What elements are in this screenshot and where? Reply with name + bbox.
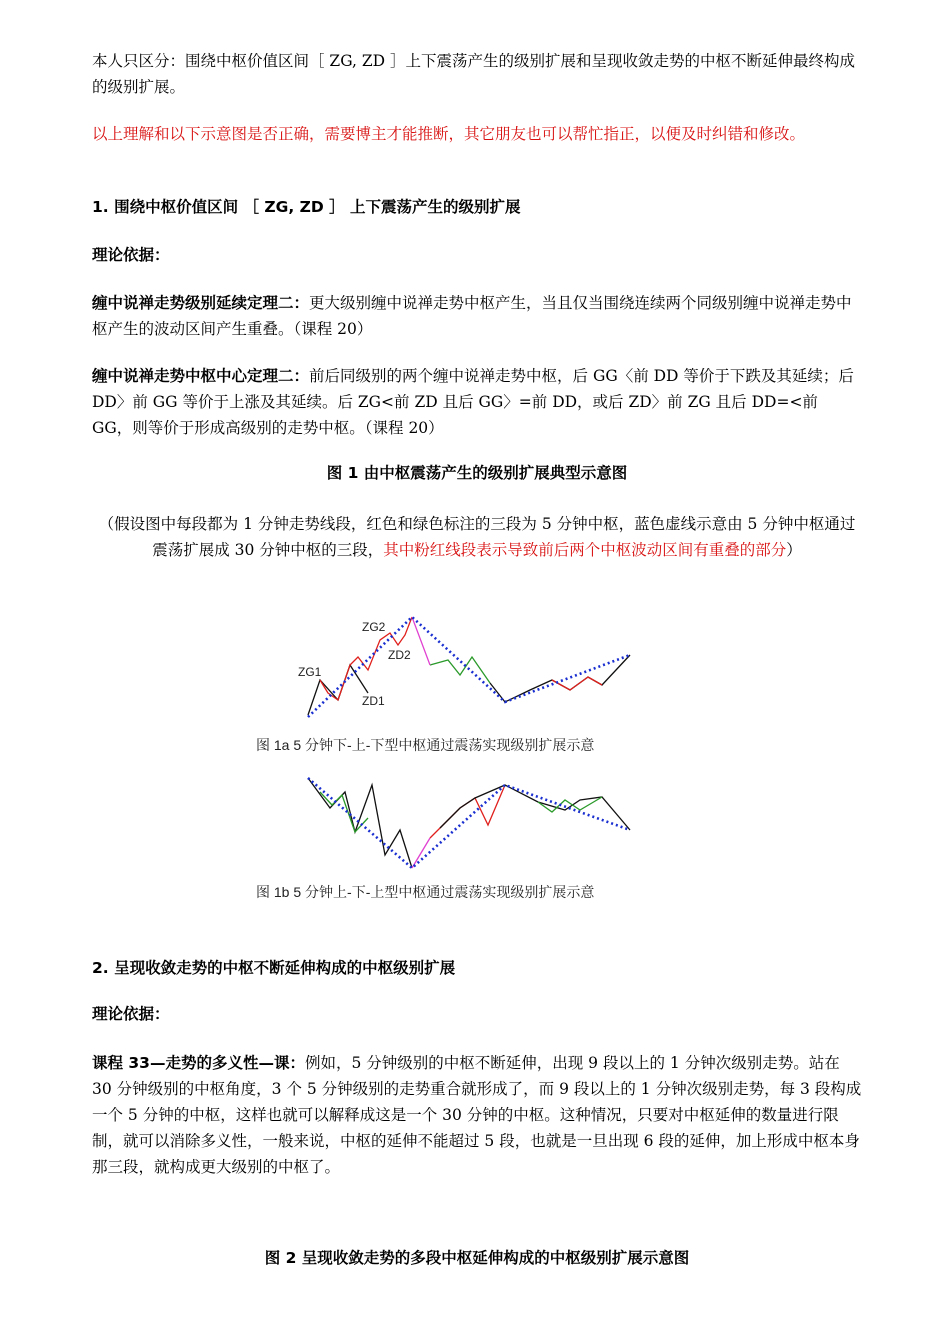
fig1a-blue-dotted <box>308 617 630 717</box>
theorem1-text: 更大级别缠中说禅走势中枢产生，当且仅当围绕连续两个同级别缠中说禅走势中枢产生的波动区间产生重叠。（课程 20） <box>92 294 852 338</box>
figure-1a-caption: 图 1a 5 分钟下-上-下型中枢通过震荡实现级别扩展示意 <box>256 737 595 753</box>
figure1-note-red: 其中粉红线段表示导致前后两个中枢波动区间有重叠的部分 <box>383 541 787 559</box>
figure1-title: 图 1 由中枢震荡产生的级别扩展典型示意图 <box>326 464 628 482</box>
intro-paragraph: 本人只区分：围绕中枢价值区间［ ZG, ZD ］上下震荡产生的级别扩展和呈现收敛走势的中枢不断延伸最终构成的级别扩展。 <box>92 52 856 96</box>
theorem1-paragraph <box>92 290 862 342</box>
fig1a-label-zg2: ZG2 <box>362 620 386 634</box>
request-paragraph: 以上理解和以下示意图是否正确，需要博主才能推断，其它朋友也可以帮忙指正，以便及时纠错和修改。 <box>92 125 806 143</box>
theorem2-title: 缠中说禅走势中枢中心定理二： <box>92 367 310 385</box>
fig1a-label-zg1: ZG1 <box>298 665 322 679</box>
fig1b-green-segments <box>320 792 368 832</box>
figure1-note-end: ） <box>786 541 802 559</box>
fig1b-red-segments <box>430 785 505 838</box>
figure-1b-caption: 图 1b 5 分钟上-下-上型中枢通过震荡实现级别扩展示意 <box>256 884 595 900</box>
theorem2-paragraph <box>92 363 862 441</box>
fig1b-blue-dotted <box>308 778 630 868</box>
figure-1b-diagram <box>290 770 650 875</box>
lesson33-paragraph <box>92 1050 862 1180</box>
fig1a-label-zd1: ZD1 <box>362 694 385 708</box>
theorem2-text: 前后同级别的两个缠中说禅走势中枢，后 GG〈前 DD 等价于下跌及其延续；后 DD〉前 GG 等价于上涨及其延续。后 ZG<前 ZD 且后 GG〉=前 DD，或后 ZD〉前 ZG 且后 DD=<前 GG，则等价于形成高级别的走势中枢。（课程 20） <box>92 367 854 437</box>
lesson33-text: 例如，5 分钟级别的中枢不断延伸，出现 9 段以上的 1 分钟次级别走势。站在 30 分钟级别的中枢角度，3 个 5 分钟级别的走势重合就形成了，而 9 段以上的 1 分钟次级别走势，每 3 段构成一个 5 分钟的中枢，这样也就可以解释成这是一个 30 分钟的中枢。这种情况，只要对中枢延伸的数量进行限制，就可以消除多义性，一般来说，中枢的延伸不能超过 5 段，也就是一旦出现 6 段的延伸，加上形成中枢本身那三段，就构成更大级别的中枢了。 <box>92 1054 862 1176</box>
lesson33-title: 课程 33—走势的多义性—课： <box>92 1054 305 1072</box>
section1-heading: 1. 围绕中枢价值区间 ［ ZG, ZD ］ 上下震荡产生的级别扩展 <box>92 198 521 216</box>
fig1a-green-segments <box>430 657 490 683</box>
figure1-note <box>92 511 862 563</box>
fig1a-label-zd2: ZD2 <box>388 648 411 662</box>
figure1-note-black: （假设图中每段都为 1 分钟走势线段，红色和绿色标注的三段为 5 分钟中枢，蓝色虚线示意由 5 分钟中枢通过震荡扩展成 30 分钟中枢的三段， <box>98 515 856 559</box>
section2-basis-label: 理论依据： <box>92 1005 170 1023</box>
fig1b-black-tail <box>440 785 630 830</box>
section2-heading: 2. 呈现收敛走势的中枢不断延伸构成的中枢级别扩展 <box>92 959 456 977</box>
figure-1a-diagram <box>290 605 650 730</box>
fig1a-red-tail <box>552 677 602 690</box>
section1-basis-label: 理论依据： <box>92 246 170 264</box>
theorem1-title: 缠中说禅走势级别延续定理二： <box>92 294 310 312</box>
figure2-title: 图 2 呈现收敛走势的多段中枢延伸构成的中枢级别扩展示意图 <box>264 1249 690 1267</box>
fig1b-pink-segment <box>412 838 430 868</box>
